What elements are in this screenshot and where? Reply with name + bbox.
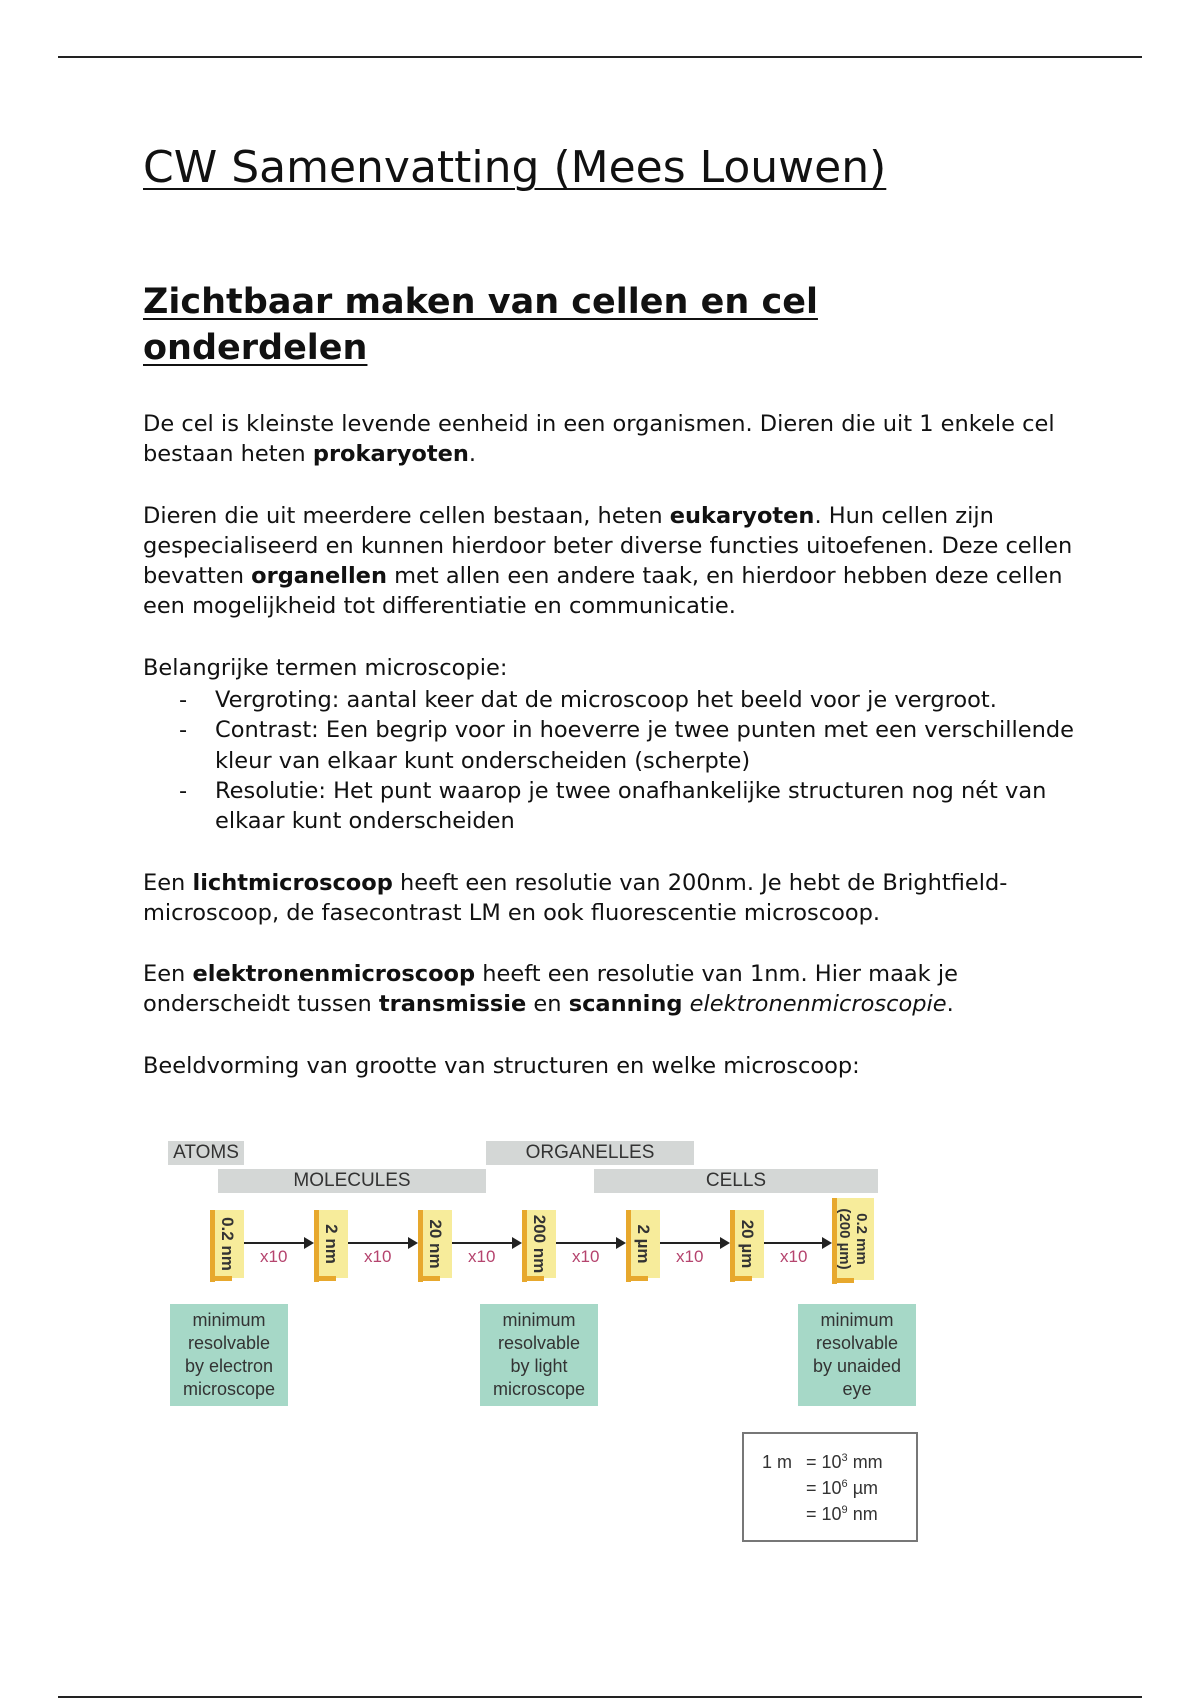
arrow-icon: [764, 1242, 830, 1244]
band-cells: CELLS: [594, 1169, 878, 1193]
unit-row: [806, 1478, 878, 1499]
unit-eq: = 10: [806, 1452, 842, 1472]
scale-tick: [832, 1198, 874, 1280]
note-light-microscope: [480, 1304, 598, 1406]
tick-label-line: (200 µm): [836, 1208, 853, 1270]
list-item: - Resolutie: Het punt waarop je twee onafhankelijke structuren nog nét van elkaar kunt onderscheiden: [215, 776, 1083, 837]
note-line: eye: [842, 1379, 872, 1399]
note-line: resolvable: [815, 1333, 899, 1353]
factor-label: x10: [572, 1247, 600, 1266]
text: Een: [143, 869, 193, 896]
term-prokaryoten: prokaryoten: [312, 441, 469, 468]
arrow-icon: [452, 1242, 520, 1244]
tick-label: [836, 1208, 870, 1269]
top-rule: [58, 56, 1142, 58]
unit-exp: 9: [841, 1504, 848, 1516]
scale-tick: [314, 1210, 348, 1278]
tick-label: 20 nm: [426, 1219, 445, 1269]
list-item: - Contrast: Een begrip voor in hoeverre je twee punten met een verschillende kleur van elkaar kunt onderscheiden (scherpte): [215, 715, 1083, 776]
arrow-icon: [244, 1242, 312, 1244]
term-eukaryoten: eukaryoten: [669, 502, 815, 529]
text: met allen een andere taak, en hierdoor hebben deze cellen een mogelijkheid tot differentiatie en communicatie.: [143, 563, 1063, 620]
document-body: [143, 140, 1083, 1081]
note-line: minimum: [820, 1310, 894, 1330]
unit-eq: = 10: [806, 1478, 842, 1498]
paragraph-lichtmicroscoop: [143, 868, 1083, 929]
term-transmissie: transmissie: [378, 991, 527, 1018]
note-line: minimum: [192, 1310, 266, 1330]
text: heeft een resolutie van 200nm. Je hebt de Brightfield-microscoop, de fasecontrast LM en ook fluorescentie microscoop.: [143, 869, 1008, 926]
unit-name: mm: [852, 1452, 883, 1472]
tick-label: 20 µm: [738, 1219, 757, 1269]
text: Dieren die uit meerdere cellen bestaan, heten: [143, 502, 670, 529]
unit-row: [806, 1504, 878, 1525]
factor-label: x10: [260, 1247, 288, 1266]
arrow-icon: [556, 1242, 624, 1244]
unit-exp: 6: [841, 1478, 848, 1490]
term-elektronenmicroscoop: elektronenmicroscoop: [192, 961, 476, 988]
text: .: [468, 441, 477, 468]
term-elektronenmicroscopie: elektronenmicroscopie: [689, 991, 947, 1018]
tick-label: 0.2 nm: [218, 1217, 237, 1271]
note-line: by light: [510, 1356, 568, 1376]
note-line: microscope: [492, 1379, 586, 1399]
scale-tick: [418, 1210, 452, 1278]
factor-label: x10: [780, 1247, 808, 1266]
scale-tick: [210, 1210, 244, 1278]
unit-prefix: 1 m: [762, 1452, 793, 1472]
unit-name: nm: [852, 1504, 878, 1524]
note-unaided-eye: [798, 1304, 916, 1406]
band-molecules: MOLECULES: [218, 1169, 486, 1193]
paragraph-elektronenmicroscoop: [143, 959, 1083, 1020]
tick-label: 200 nm: [530, 1214, 549, 1274]
scale-tick: [730, 1210, 764, 1278]
factor-label: x10: [676, 1247, 704, 1266]
document-title: CW Samenvatting (Mees Louwen): [143, 142, 887, 193]
term-lichtmicroscoop: lichtmicroscoop: [192, 869, 393, 896]
paragraph-cell-intro: [143, 409, 1083, 470]
unit-eq: = 10: [806, 1504, 842, 1524]
unit-row: [806, 1452, 883, 1473]
list-item: - Vergroting: aantal keer dat de microscoop het beeld voor je vergroot.: [215, 685, 1083, 715]
section-heading: Zichtbaar maken van cellen en cel onderdelen: [143, 282, 818, 368]
term-scanning: scanning: [568, 991, 683, 1018]
unit-name: µm: [852, 1478, 879, 1498]
factor-label: x10: [468, 1247, 496, 1266]
scale-tick: [626, 1210, 660, 1278]
bottom-rule: [58, 1696, 1142, 1698]
tick-label-line: 0.2 mm: [853, 1213, 870, 1265]
note-line: by unaided: [812, 1356, 902, 1376]
text: De cel is kleinste levende eenheid in een organismen. Dieren die uit 1 enkele cel bestaan heten: [143, 411, 1055, 468]
paragraph-eukaryoten: [143, 501, 1083, 622]
text: [682, 991, 689, 1017]
note-line: resolvable: [187, 1333, 271, 1353]
figure-intro: Beeldvorming van grootte van structuren en welke microscoop:: [143, 1052, 860, 1079]
text: . Hun cellen zijn gespecialiseerd en kunnen hierdoor beter diverse functies uitoefenen. Deze cellen bevatten: [143, 502, 1073, 590]
note-line: microscope: [182, 1379, 276, 1399]
terms-list: [143, 685, 1083, 836]
factor-label: x10: [364, 1247, 392, 1266]
text: .: [946, 991, 954, 1018]
text: en: [526, 991, 569, 1018]
text: heeft een resolutie van 1nm. Hier maak je onderscheidt tussen: [143, 961, 958, 1018]
tick-label: 2 µm: [634, 1224, 653, 1264]
terms-intro: Belangrijke termen microscopie:: [143, 654, 508, 681]
band-atoms: ATOMS: [168, 1141, 244, 1165]
arrow-icon: [348, 1242, 416, 1244]
unit-exp: 3: [841, 1452, 848, 1464]
tick-label: 2 nm: [322, 1224, 341, 1264]
scale-tick: [522, 1210, 556, 1278]
scale-figure: [160, 1136, 920, 1546]
arrow-icon: [660, 1242, 728, 1244]
term-organellen: organellen: [251, 563, 387, 590]
unit-conversion-box: [742, 1432, 918, 1542]
note-electron-microscope: [170, 1304, 288, 1406]
text: Een: [143, 961, 193, 988]
note-line: resolvable: [497, 1333, 581, 1353]
band-organelles: ORGANELLES: [486, 1141, 694, 1165]
note-line: minimum: [502, 1310, 576, 1330]
note-line: by electron: [184, 1356, 274, 1376]
